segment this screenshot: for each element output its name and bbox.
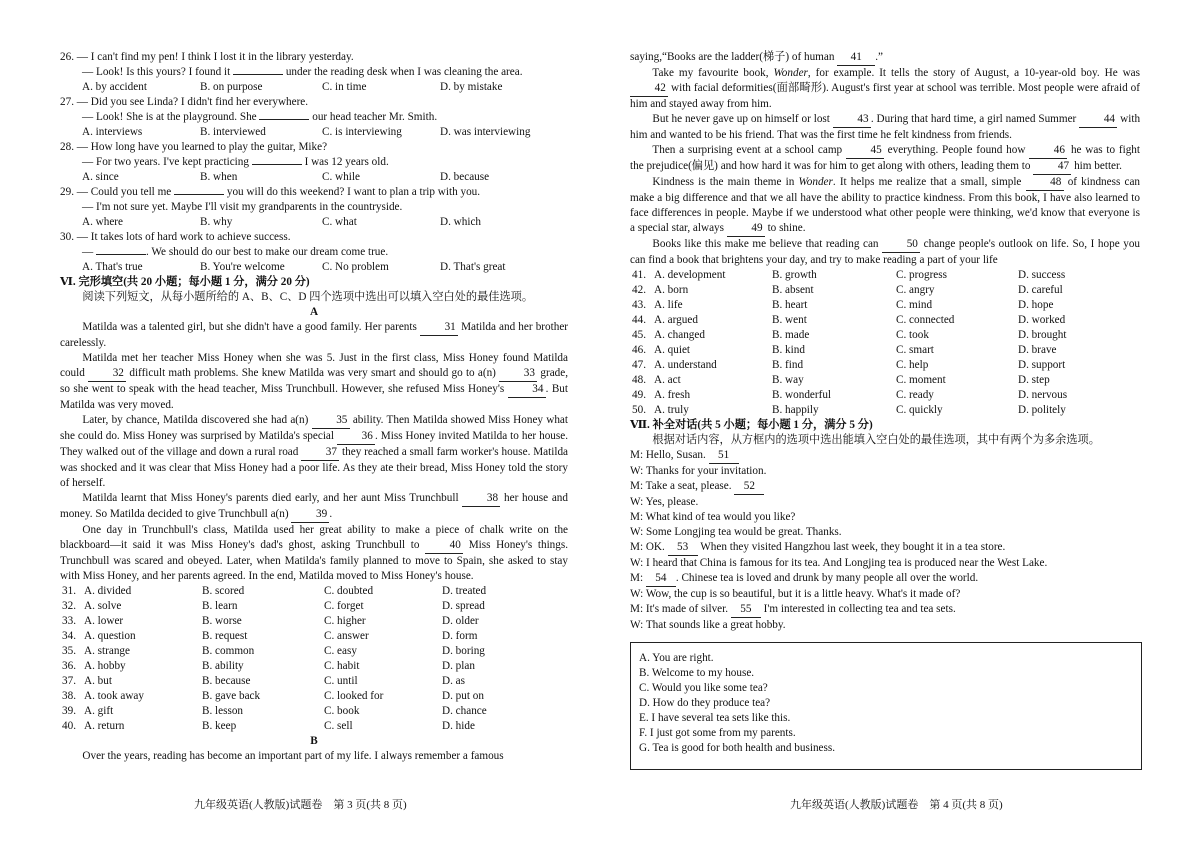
page-footer-right: 九年级英语(人教版)试题卷 第 4 页(共 8 页) bbox=[790, 799, 1003, 811]
dialogue-line: M: OK. 53 When they visited Hangzhou last week, they bought it in a tea store. bbox=[630, 540, 1140, 556]
option-row: 36. A. hobby B. ability C. habit D. plan bbox=[62, 660, 475, 672]
dialogue-line: M: What kind of tea would you like? bbox=[630, 511, 796, 523]
dialogue-line: M: Take a seat, please. 52 bbox=[630, 479, 1140, 495]
passage-b-p5: Kindness is the main theme in Wonder. It helps me realize that a small, simple 48 of kindness can make a big difference and that we all have the ability to practice kindness. From this book, I have also learned to face differences in people. Maybe if we understood what other people were thinking, we'd know that everyone is a special star, always 49 to shine. bbox=[630, 175, 1140, 237]
option-row: 50. A. truly B. happily C. quickly D. politely bbox=[632, 404, 1066, 416]
dialogue-line: M: Hello, Susan. 51 bbox=[630, 448, 1140, 464]
option-row: 49. A. fresh B. wonderful C. ready D. nervous bbox=[632, 389, 1068, 401]
q29-line1: 29. — Could you tell me you will do this weekend? I want to plan a trip with you. bbox=[60, 186, 481, 198]
box-option: D. How do they produce tea? bbox=[639, 697, 771, 709]
q26-options: A. by accident B. on purpose C. in time D. by mistake bbox=[82, 81, 503, 93]
dialogue-line: W: Some Longjing tea would be great. Thanks. bbox=[630, 526, 842, 538]
option-row: 44. A. argued B. went C. connected D. worked bbox=[632, 314, 1066, 326]
q28-options: A. since B. when C. while D. because bbox=[82, 171, 490, 183]
dialogue bbox=[630, 448, 1140, 633]
option-row: 34. A. question B. request C. answer D. form bbox=[62, 630, 478, 642]
box-option: F. I just got some from my parents. bbox=[639, 727, 796, 739]
passage-a-label: A bbox=[309, 306, 319, 318]
section6-instructions: 阅读下列短文，从每小题所给的 A、B、C、D 四个选项中选出可以填入空白处的最佳选项。 bbox=[82, 291, 534, 303]
passage-b-p6: Books like this make me believe that reading can 50 change people's outlook on life. So, I hope you can find a book that brightens your day, and try to make reading a part of your life bbox=[630, 238, 1141, 266]
option-row: 37. A. but B. because C. until D. as bbox=[62, 675, 465, 687]
section6-title: Ⅵ. 完形填空(共 20 小题；每小题 1 分，满分 20 分) bbox=[60, 276, 310, 288]
right-column bbox=[630, 50, 1140, 633]
q27-line2: — Look! She is at the playground. She our head teacher Mr. Smith. bbox=[82, 111, 438, 123]
option-row: 31. A. divided B. scored C. doubted D. treated bbox=[62, 585, 487, 597]
dialogue-line: W: Yes, please. bbox=[630, 496, 699, 508]
passage-b-p3: But he never gave up on himself or lost 43 . During that hard time, a girl named Summer 44 with him and wanted to be his friend. That was the first time he felt kindness from friends. bbox=[630, 113, 1141, 141]
option-row: 46. A. quiet B. kind C. smart D. brave bbox=[632, 344, 1057, 356]
passage-b-line1: saying,“Books are the ladder(梯子) of human 41 .” bbox=[630, 50, 1140, 66]
passage-b-label: B bbox=[310, 735, 318, 747]
passage-a-p3: Later, by chance, Matilda discovered she had a(n) 35 ability. Then Matilda showed Miss Honey what she could do. Miss Honey was surprised by Matilda's special 36 . Miss Honey invited Matilda to her house. They walked out of the village and down a rural road 37 they reached a small farm worker's house. Matilda was shocked and it was clear that Miss Honey had a poor life. As they ate their bread, Miss Honey told the story of herself. bbox=[60, 414, 569, 489]
q27-line1: 27. — Did you see Linda? I didn't find her everywhere. bbox=[60, 96, 309, 108]
q29-options: A. where B. why C. what D. which bbox=[82, 216, 482, 228]
dialogue-line: W: Wow, the cup is so beautiful, but it is a little heavy. What's it made of? bbox=[630, 588, 961, 600]
option-row: 41. A. development B. growth C. progress D. success bbox=[632, 269, 1066, 281]
option-row: 48. A. act B. way C. moment D. step bbox=[632, 374, 1050, 386]
box-option: C. Would you like some tea? bbox=[639, 682, 768, 694]
passage-b-p1: Over the years, reading has become an important part of my life. I always remember a famous bbox=[82, 750, 504, 762]
page-footer-left: 九年级英语(人教版)试题卷 第 3 页(共 8 页) bbox=[194, 799, 407, 811]
q28-line1: 28. — How long have you learned to play the guitar, Mike? bbox=[60, 141, 328, 153]
passage-b-p2: Take my favourite book, Wonder, for example. It tells the story of August, a 10-year-old boy. He was 42 with facial deformities(面部畸形). August's first year at school was terrible. Most people were afraid of him and stayed away from him. bbox=[630, 67, 1141, 110]
box-option: G. Tea is good for both health and business. bbox=[639, 742, 836, 754]
option-row: 32. A. solve B. learn C. forget D. spread bbox=[62, 600, 485, 612]
option-row: 47. A. understand B. find C. help D. support bbox=[632, 359, 1066, 371]
box-option: B. Welcome to my house. bbox=[639, 667, 755, 679]
passage-a-p1: Matilda was a talented girl, but she didn't have a good family. Her parents 31 Matilda and her brother carelessly. bbox=[60, 321, 569, 349]
box-option: E. I have several tea sets like this. bbox=[639, 712, 791, 724]
passage-a-p2: Matilda met her teacher Miss Honey when she was 5. Just in the first class, Miss Honey found Matilda could 32 difficult math problems. She knew Matilda was very smart and should go to a(n) 33 grade, so she went to speak with the head teacher, Miss Trunchbull. However, she refused Miss Honey's 34 . But Matilda was very moved. bbox=[60, 352, 569, 411]
dialogue-line: M: It's made of silver. 55 I'm interested in collecting tea and tea sets. bbox=[630, 602, 1140, 618]
passage-a-p4: Matilda learnt that Miss Honey's parents died early, and her aunt Miss Trunchbull 38 her house and money. So Matilda decided to give Trunchbull a(n) 39 . bbox=[60, 491, 568, 523]
option-row: 38. A. took away B. gave back C. looked for D. put on bbox=[62, 690, 484, 702]
dialogue-options-box bbox=[630, 642, 1142, 770]
option-row: 43. A. life B. heart C. mind D. hope bbox=[632, 299, 1054, 311]
q30-line1: 30. — It takes lots of hard work to achieve success. bbox=[60, 231, 291, 243]
q26-line2: — Look! Is this yours? I found it under the reading desk when I was cleaning the area. bbox=[82, 66, 523, 78]
left-column bbox=[60, 50, 568, 764]
option-row: 45. A. changed B. made C. took D. brought bbox=[632, 329, 1067, 341]
section7-title: Ⅶ. 补全对话(共 5 小题；每小题 1 分，满分 5 分) bbox=[630, 419, 873, 431]
dialogue-line: W: Thanks for your invitation. bbox=[630, 465, 767, 477]
q26-line1: 26. — I can't find my pen! I think I lost it in the library yesterday. bbox=[60, 51, 354, 63]
dialogue-line: M: 54 . Chinese tea is loved and drunk by many people all over the world. bbox=[630, 571, 1140, 587]
q29-line2: — I'm not sure yet. Maybe I'll visit my grandparents in the countryside. bbox=[82, 201, 403, 213]
passage-b-p4: Then a surprising event at a school camp 45 everything. People found how 46 he was to fight the prejudice(偏见) and how hard it was for him to get along with others, leading them to 47 him better. bbox=[630, 143, 1140, 175]
q27-options: A. interviews B. interviewed C. is interviewing D. was interviewing bbox=[82, 126, 531, 138]
dialogue-line: W: That sounds like a great hobby. bbox=[630, 619, 786, 631]
option-row: 35. A. strange B. common C. easy D. boring bbox=[62, 645, 485, 657]
passage-b-options bbox=[630, 268, 1140, 418]
q28-line2: — For two years. I've kept practicing I was 12 years old. bbox=[82, 156, 389, 168]
box-option: A. You are right. bbox=[639, 652, 714, 664]
passage-a-p5: One day in Trunchbull's class, Matilda used her great ability to make a piece of chalk write on the blackboard—it said it was Miss Honey's dad's ghost, asking Trunchbull to 40 Miss Honey's things. Trunchbull was scared and obeyed. Later, when Matilda's family planned to move to Spain, she asked to stay with Miss Honey, and her parents agreed. In the end, Matilda moved to Miss Honey's house. bbox=[60, 524, 569, 582]
passage-a-options bbox=[60, 584, 568, 734]
option-row: 42. A. born B. absent C. angry D. careful bbox=[632, 284, 1063, 296]
q30-options: A. That's true B. You're welcome C. No problem D. That's great bbox=[82, 261, 506, 273]
section7-instructions: 根据对话内容，从方框内的选项中选出能填入空白处的最佳选项，其中有两个为多余选项。 bbox=[652, 434, 1100, 446]
option-row: 40. A. return B. keep C. sell D. hide bbox=[62, 720, 475, 732]
option-row: 33. A. lower B. worse C. higher D. older bbox=[62, 615, 479, 627]
dialogue-line: W: I heard that China is famous for its tea. And Longjing tea is produced near the West Lake. bbox=[630, 557, 1048, 569]
q30-line2: — . We should do our best to make our dream come true. bbox=[82, 246, 389, 258]
option-row: 39. A. gift B. lesson C. book D. chance bbox=[62, 705, 487, 717]
